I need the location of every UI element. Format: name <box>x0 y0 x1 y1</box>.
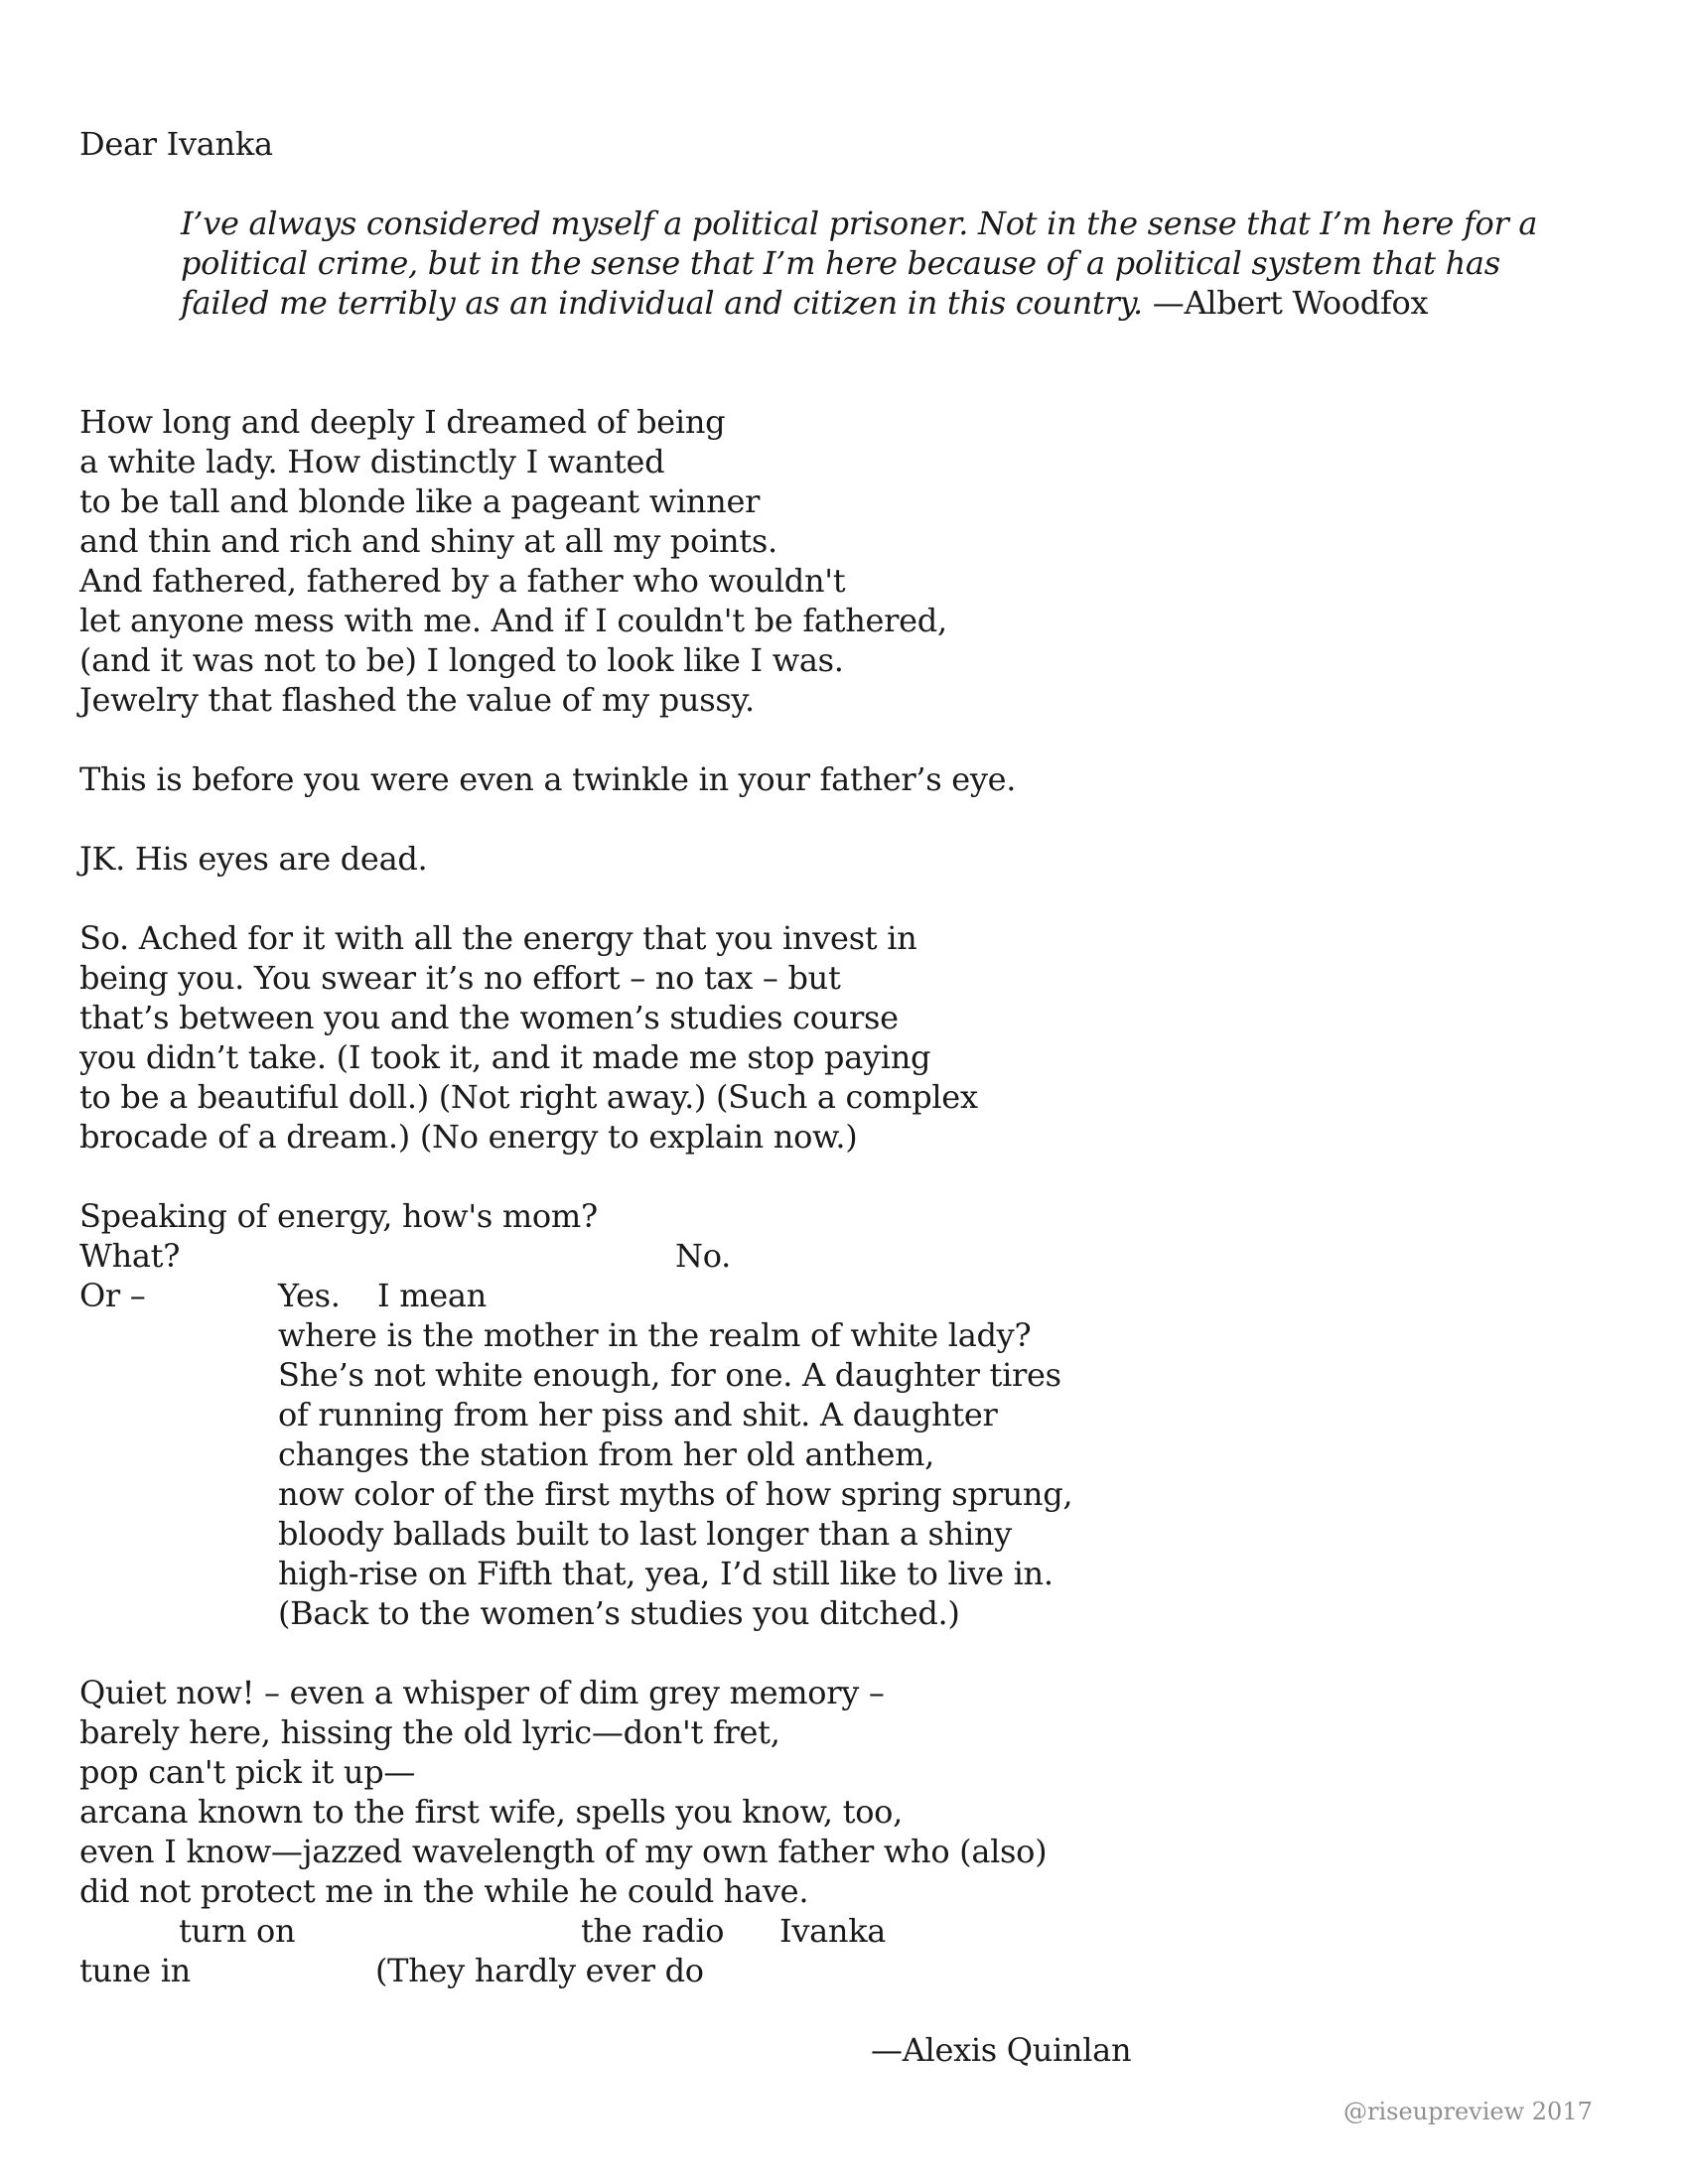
scatter-tune-in: tune in <box>79 1952 191 1989</box>
stanza4-indented-line: She’s not white enough, for one. A daughter tires <box>278 1356 1061 1394</box>
stanza3-line: to be a beautiful doll.) (Not right away.) (Such a complex <box>79 1078 978 1116</box>
stanza4-no: No. <box>675 1237 731 1275</box>
epigraph-line-text: failed me terribly as an individual and citizen in this country. <box>181 284 1143 322</box>
stanza5-line: pop can't pick it up— <box>79 1753 416 1791</box>
stanza4-indented-line: bloody ballads built to last longer than a shiny <box>278 1515 1012 1553</box>
credit-line: @riseupreview 2017 <box>1343 2098 1593 2125</box>
stanza1-line: Jewelry that flashed the value of my pussy. <box>79 681 755 719</box>
stanza1-line: (and it was not to be) I longed to look like I was. <box>79 641 844 679</box>
stanza4-i-mean: I mean <box>377 1277 487 1314</box>
stanza4-indented-line: of running from her piss and shit. A daughter <box>278 1396 998 1433</box>
stanza4-indented-line: (Back to the women’s studies you ditched.) <box>278 1594 960 1632</box>
line-twinkle: This is before you were even a twinkle in your father’s eye. <box>79 760 1017 798</box>
stanza5-line: arcana known to the first wife, spells you know, too, <box>79 1793 904 1831</box>
stanza1-line: How long and deeply I dreamed of being <box>79 403 726 441</box>
scatter-the-radio: the radio <box>581 1912 725 1950</box>
stanza1-line: to be tall and blonde like a pageant winner <box>79 482 761 520</box>
stanza3-line: being you. You swear it’s no effort – no tax – but <box>79 959 841 997</box>
stanza4-what: What? <box>79 1237 181 1275</box>
epigraph-line: I’ve always considered myself a political prisoner. Not in the sense that I’m here for a <box>181 205 1538 242</box>
epigraph <box>181 204 1611 323</box>
stanza3-line: brocade of a dream.) (No energy to explain now.) <box>79 1118 858 1156</box>
stanza5-line: did not protect me in the while he could have. <box>79 1872 809 1910</box>
scatter-turn-on: turn on <box>179 1912 296 1950</box>
stanza5-line: barely here, hissing the old lyric—don't fret, <box>79 1713 780 1751</box>
stanza1-line: and thin and rich and shiny at all my points. <box>79 522 777 560</box>
stanza4-indented-line: high-rise on Fifth that, yea, I’d still like to live in. <box>278 1555 1054 1592</box>
scatter-ivanka: Ivanka <box>779 1912 887 1950</box>
stanza4-yes: Yes. <box>278 1277 341 1314</box>
stanza3-line: you didn’t take. (I took it, and it made me stop paying <box>79 1038 931 1076</box>
stanza3-line: that’s between you and the women’s studies course <box>79 999 899 1036</box>
author-signature: —Alexis Quinlan <box>871 2031 1132 2069</box>
epigraph-line <box>181 283 1611 323</box>
stanza4-speaking: Speaking of energy, how's mom? <box>79 1197 598 1235</box>
stanza1-line: a white lady. How distinctly I wanted <box>79 443 665 480</box>
stanza4-indented-line: where is the mother in the realm of white lady? <box>278 1316 1032 1354</box>
stanza1-line: let anyone mess with me. And if I couldn't be fathered, <box>79 602 947 639</box>
stanza4-indented-line: now color of the first myths of how spring sprung, <box>278 1475 1073 1513</box>
epigraph-line: political crime, but in the sense that I’m here because of a political system that has <box>181 244 1500 282</box>
stanza4-or: Or – <box>79 1277 146 1314</box>
stanza3-line: So. Ached for it with all the energy that you invest in <box>79 919 917 957</box>
stanza5-line: even I know—jazzed wavelength of my own father who (also) <box>79 1833 1048 1870</box>
epigraph-attribution: —Albert Woodfox <box>1152 284 1429 322</box>
stanza5-line: Quiet now! – even a whisper of dim grey memory – <box>79 1674 885 1711</box>
scatter-they-hardly: (They hardly ever do <box>375 1952 704 1989</box>
stanza1-line: And fathered, fathered by a father who wouldn't <box>79 562 846 600</box>
stanza4-indented-line: changes the station from her old anthem, <box>278 1435 935 1473</box>
line-jk: JK. His eyes are dead. <box>79 840 428 878</box>
salutation: Dear Ivanka <box>79 125 273 163</box>
